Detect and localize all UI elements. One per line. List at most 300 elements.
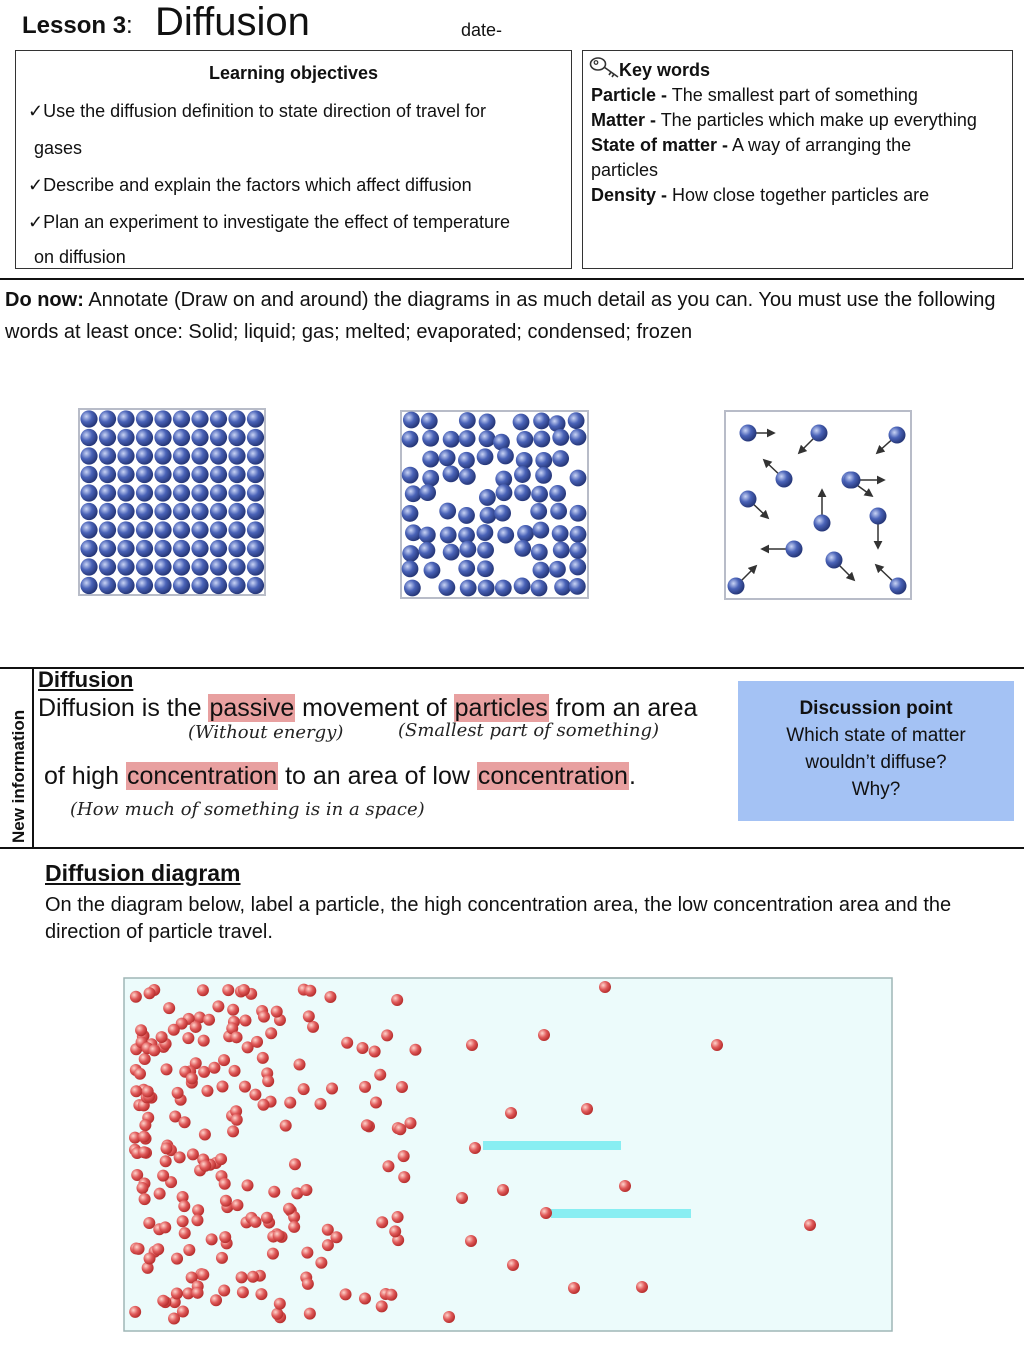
particle <box>404 1117 416 1129</box>
particle <box>439 449 456 466</box>
particle <box>160 1142 172 1154</box>
particle <box>280 1120 292 1132</box>
learning-objectives-box <box>15 50 572 269</box>
particle <box>261 1212 273 1224</box>
particle <box>130 1085 142 1097</box>
particle <box>227 1004 239 1016</box>
particle <box>80 447 97 464</box>
particle <box>392 1211 404 1223</box>
discussion-line: Why? <box>851 779 901 800</box>
page-title: Diffusion <box>155 0 310 44</box>
particle <box>404 580 421 597</box>
particle <box>228 503 245 520</box>
particle <box>302 1278 314 1290</box>
particle <box>398 1150 410 1162</box>
particle <box>283 1203 295 1215</box>
particle <box>117 429 134 446</box>
particle <box>228 540 245 557</box>
particle <box>569 578 586 595</box>
particle <box>183 1244 195 1256</box>
divider <box>0 667 1024 669</box>
particle <box>199 1160 211 1172</box>
particle <box>274 1298 286 1310</box>
particle <box>191 429 208 446</box>
particle <box>478 580 495 597</box>
particle <box>599 981 611 993</box>
particle <box>174 1151 186 1163</box>
particle <box>210 503 227 520</box>
diffusion-particles-diagram <box>123 977 893 1332</box>
particle <box>191 540 208 557</box>
particle <box>197 984 209 996</box>
particle <box>479 414 496 431</box>
particle <box>552 429 569 446</box>
key-words-list <box>591 83 1009 208</box>
particle <box>222 984 234 996</box>
particle <box>711 1039 723 1051</box>
particle <box>552 450 569 467</box>
do-now-text: Do now: Annotate (Draw on and around) the diagrams in as much detail as you can. You must use the following words at least once: Solid; liquid; gas; melted; evaporated; condensed; frozen <box>5 289 996 343</box>
particle <box>480 507 497 524</box>
particle <box>247 447 264 464</box>
particle <box>99 521 116 538</box>
highlight-passive: passive <box>209 694 295 722</box>
particle <box>212 1000 224 1012</box>
particle <box>422 470 439 487</box>
particle <box>394 1123 406 1135</box>
particle <box>227 1125 239 1137</box>
particle <box>191 484 208 501</box>
particle <box>304 985 316 997</box>
particle <box>152 1243 164 1255</box>
particle <box>458 560 475 577</box>
particle <box>242 1179 254 1191</box>
particle <box>581 1103 593 1115</box>
particle <box>530 503 547 520</box>
particle <box>144 1252 156 1264</box>
particle <box>80 410 97 427</box>
particle <box>460 580 477 597</box>
particle <box>402 545 419 562</box>
particle <box>517 525 534 542</box>
particle <box>391 994 403 1006</box>
particle <box>568 1282 580 1294</box>
particle <box>440 527 457 544</box>
particle <box>136 429 153 446</box>
particle <box>497 1184 509 1196</box>
particle <box>173 577 190 594</box>
particle <box>191 558 208 575</box>
discussion-line: Which state of matter <box>786 725 966 746</box>
particle <box>171 1287 183 1299</box>
particle <box>210 410 227 427</box>
particle <box>443 1311 455 1323</box>
particle <box>636 1281 648 1293</box>
particle <box>216 1080 228 1092</box>
particle <box>203 1014 215 1026</box>
particle <box>514 484 531 501</box>
particle <box>357 1042 369 1054</box>
particle <box>465 1235 477 1247</box>
particle <box>154 429 171 446</box>
particle <box>531 580 548 597</box>
particle <box>300 1184 312 1196</box>
particle <box>171 1253 183 1265</box>
particle <box>247 410 264 427</box>
particle <box>535 467 552 484</box>
particle <box>136 447 153 464</box>
particle <box>228 429 245 446</box>
particle <box>231 1031 243 1043</box>
date-label: date- <box>461 20 503 40</box>
particle <box>459 468 476 485</box>
particle <box>134 1068 146 1080</box>
particle <box>218 1285 230 1297</box>
particle <box>138 1131 150 1143</box>
particle <box>359 1081 371 1093</box>
particle <box>570 505 587 522</box>
definition-line-2: of high concentration to an area of low concentration. <box>44 762 636 790</box>
particle <box>728 578 745 595</box>
particle <box>239 1014 251 1026</box>
particle <box>294 1059 306 1071</box>
particle <box>385 1289 397 1301</box>
particle <box>117 558 134 575</box>
particle <box>210 558 227 575</box>
particle <box>99 503 116 520</box>
particle <box>469 1142 481 1154</box>
particle <box>540 1207 552 1219</box>
particle <box>322 1239 334 1251</box>
key-words-heading: Key words <box>619 60 711 80</box>
particle <box>870 508 887 525</box>
particle <box>374 1069 386 1081</box>
particle <box>80 577 97 594</box>
particle <box>516 452 533 469</box>
particle <box>466 1039 478 1051</box>
particle <box>255 1288 267 1300</box>
diffusion-diagram-heading: Diffusion diagram <box>45 860 241 886</box>
particle <box>136 540 153 557</box>
note-passive: (Without energy) <box>188 722 344 743</box>
discussion-line: wouldn’t diffuse? <box>805 752 947 773</box>
particle <box>376 1216 388 1228</box>
particle <box>228 484 245 501</box>
particle <box>405 485 422 502</box>
particle <box>479 489 496 506</box>
particle <box>549 561 566 578</box>
particle <box>814 515 831 532</box>
particle <box>179 1116 191 1128</box>
particle <box>247 558 264 575</box>
particle <box>117 503 134 520</box>
particle <box>459 430 476 447</box>
particle <box>143 1217 155 1229</box>
particle <box>80 503 97 520</box>
particle <box>160 1155 172 1167</box>
particle <box>210 521 227 538</box>
particle <box>251 1036 263 1048</box>
particle <box>216 1252 228 1264</box>
particle <box>249 1216 261 1228</box>
particle <box>154 484 171 501</box>
objective-item: ✓Describe and explain the factors which affect diffusion <box>28 175 472 195</box>
particle <box>505 1107 517 1119</box>
particle <box>231 1114 243 1126</box>
particle <box>228 558 245 575</box>
particle <box>315 1257 327 1269</box>
particle <box>786 541 803 558</box>
particle <box>198 1066 210 1078</box>
particle <box>177 1215 189 1227</box>
new-information-label: New information <box>9 709 28 843</box>
particle <box>187 1148 199 1160</box>
particle <box>139 1119 151 1131</box>
particle <box>154 521 171 538</box>
particle <box>136 577 153 594</box>
particle <box>398 1171 410 1183</box>
particle <box>172 1087 184 1099</box>
particle <box>496 484 513 501</box>
particle <box>136 484 153 501</box>
particle <box>422 430 439 447</box>
particle <box>142 1086 154 1098</box>
particle <box>507 1259 519 1271</box>
particle <box>247 466 264 483</box>
particle <box>168 1024 180 1036</box>
lesson-label: Lesson 3: <box>22 12 133 39</box>
particle <box>191 521 208 538</box>
particle <box>422 451 439 468</box>
particle <box>376 1300 388 1312</box>
particle <box>257 1052 269 1064</box>
particle <box>130 991 142 1003</box>
particle <box>396 1081 408 1093</box>
particle <box>497 527 514 544</box>
particle <box>157 1295 169 1307</box>
key-word-item: Matter - The particles which make up everything <box>591 110 977 130</box>
particle <box>382 1160 394 1172</box>
particle <box>421 413 438 430</box>
key-word-item: State of matter - A way of arranging the particles <box>591 135 912 180</box>
particle <box>136 521 153 538</box>
particle <box>163 1002 175 1014</box>
particle <box>324 991 336 1003</box>
particle <box>139 1193 151 1205</box>
particle <box>179 1227 191 1239</box>
solid-particles-diagram <box>78 408 266 596</box>
particle <box>538 1029 550 1041</box>
particle <box>154 503 171 520</box>
particle <box>369 1046 381 1058</box>
particle <box>173 521 190 538</box>
particle <box>154 558 171 575</box>
particle <box>117 484 134 501</box>
particle <box>228 410 245 427</box>
particle <box>570 429 587 446</box>
particle <box>402 467 419 484</box>
particle <box>99 558 116 575</box>
particle <box>191 410 208 427</box>
particle <box>159 1221 171 1233</box>
particle <box>298 1083 310 1095</box>
particle <box>117 540 134 557</box>
particle <box>154 1188 166 1200</box>
particle <box>117 466 134 483</box>
particle <box>136 466 153 483</box>
particle <box>477 560 494 577</box>
particle <box>247 540 264 557</box>
particle <box>173 484 190 501</box>
particle <box>99 577 116 594</box>
particle <box>514 466 531 483</box>
particle <box>456 1192 468 1204</box>
particle <box>228 577 245 594</box>
particle <box>889 427 906 444</box>
particle <box>228 466 245 483</box>
particle <box>160 1063 172 1075</box>
particle <box>191 447 208 464</box>
particle <box>99 466 116 483</box>
particle <box>403 412 420 429</box>
particle <box>156 1031 168 1043</box>
particle <box>117 577 134 594</box>
particle <box>247 503 264 520</box>
divider <box>0 847 1024 849</box>
particle <box>514 578 531 595</box>
particle <box>304 1308 316 1320</box>
particle <box>154 577 171 594</box>
note-concentration: (How much of something is in a space) <box>70 799 425 820</box>
particle <box>206 1233 218 1245</box>
particle <box>173 466 190 483</box>
particle <box>439 503 456 520</box>
particle <box>340 1288 352 1300</box>
particle <box>80 558 97 575</box>
particle <box>215 1153 227 1165</box>
particle <box>381 1029 393 1041</box>
particle <box>229 1065 241 1077</box>
particle <box>258 1011 270 1023</box>
particle <box>273 1230 285 1242</box>
particle <box>284 1097 296 1109</box>
definition-line-1: Diffusion is the passive movement of particles from an area <box>38 694 698 722</box>
particle <box>459 541 476 558</box>
particle <box>619 1180 631 1192</box>
particle <box>570 526 587 543</box>
particle <box>265 1027 277 1039</box>
travel-arrow <box>551 1209 691 1218</box>
highlight-concentration: concentration <box>127 762 278 790</box>
particle <box>199 1128 211 1140</box>
particle <box>117 521 134 538</box>
travel-arrow <box>483 1141 621 1150</box>
particle <box>139 1053 151 1065</box>
diffusion-heading: Diffusion <box>38 667 134 692</box>
particle <box>326 1083 338 1095</box>
particle <box>513 414 530 431</box>
particle <box>535 452 552 469</box>
particle <box>80 540 97 557</box>
particle <box>532 522 549 539</box>
particle <box>424 562 441 579</box>
particle <box>247 521 264 538</box>
particle <box>219 1178 231 1190</box>
particle <box>554 579 571 596</box>
particle <box>477 448 494 465</box>
particle <box>257 1099 269 1111</box>
particle <box>443 465 460 482</box>
particle <box>198 1035 210 1047</box>
particle <box>210 577 227 594</box>
particle <box>136 1182 148 1194</box>
particle <box>210 429 227 446</box>
particle <box>419 542 436 559</box>
particle <box>210 1294 222 1306</box>
particle <box>370 1097 382 1109</box>
particle <box>144 987 156 999</box>
particle <box>341 1037 353 1049</box>
particle <box>479 430 496 447</box>
particle <box>154 540 171 557</box>
objective-item: gases <box>34 138 83 158</box>
particle <box>182 1032 194 1044</box>
particle <box>99 447 116 464</box>
key-icon <box>589 55 619 84</box>
key-words-box <box>582 50 1013 269</box>
gas-particles-diagram <box>724 410 912 600</box>
particle <box>154 410 171 427</box>
particle <box>533 413 550 430</box>
particle <box>443 431 460 448</box>
highlight-particles: particles <box>454 694 548 722</box>
particle <box>494 505 511 522</box>
particle <box>247 429 264 446</box>
particle <box>173 410 190 427</box>
note-particles: (Smallest part of something) <box>398 720 660 741</box>
particle <box>568 412 585 429</box>
particle <box>99 410 116 427</box>
particle <box>236 1271 248 1283</box>
particle <box>190 1021 202 1033</box>
particle <box>173 558 190 575</box>
objective-item: ✓Use the diffusion definition to state direction of travel for <box>28 101 487 121</box>
particle <box>271 1308 283 1320</box>
particle <box>228 521 245 538</box>
particle <box>267 1248 279 1260</box>
particle <box>191 1214 203 1226</box>
particle <box>173 447 190 464</box>
discussion-point-box <box>738 681 1014 821</box>
highlight-concentration: concentration <box>477 762 628 790</box>
particle <box>99 429 116 446</box>
particle <box>210 466 227 483</box>
particle <box>361 1119 373 1131</box>
particle <box>314 1098 326 1110</box>
particle <box>419 527 436 544</box>
particle <box>135 1024 147 1036</box>
particle <box>307 1021 319 1033</box>
objective-item: on diffusion <box>34 247 126 267</box>
particle <box>776 471 793 488</box>
particle <box>99 540 116 557</box>
particle <box>154 447 171 464</box>
particle <box>303 1010 315 1022</box>
particle <box>271 1006 283 1018</box>
particle <box>231 1199 243 1211</box>
particle <box>239 1081 251 1093</box>
particle <box>552 525 569 542</box>
